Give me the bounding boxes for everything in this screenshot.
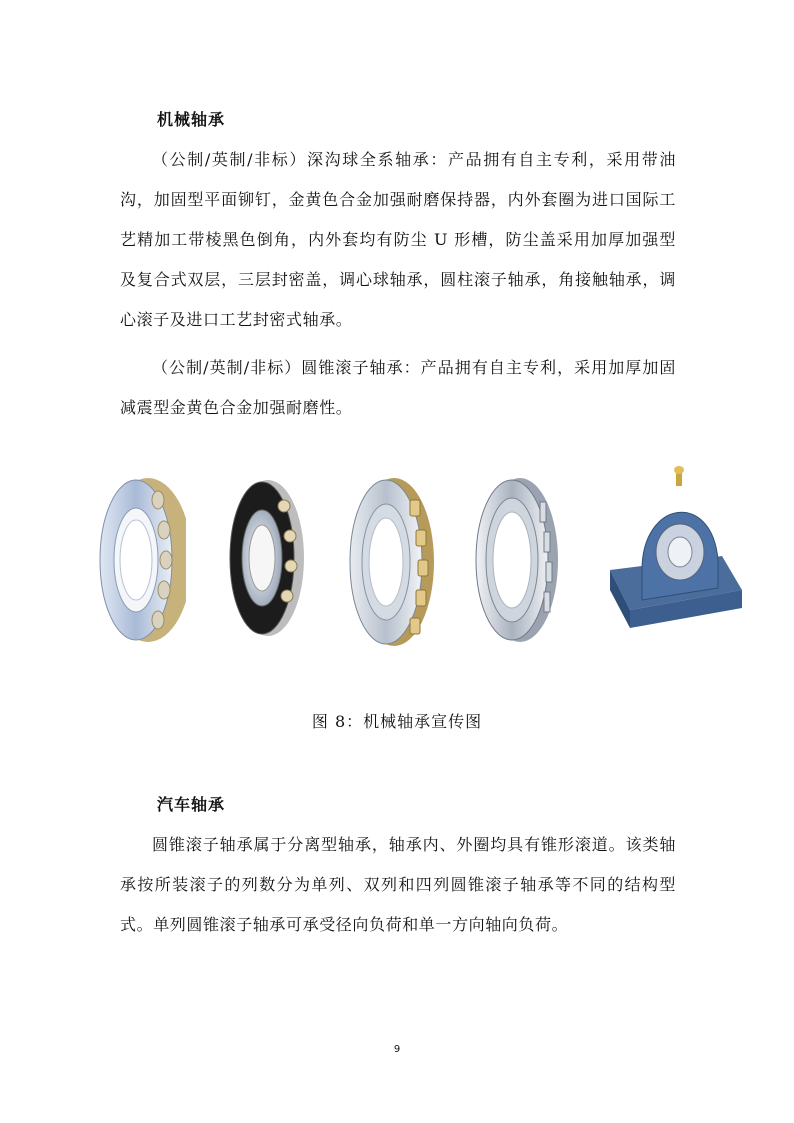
section-heading-automotive-bearings: 汽车轴承 [157,795,226,814]
paragraph-tapered-roller-bearings: （公制/英制/非标）圆锥滚子轴承：产品拥有自主专利，采用加厚加固减震型金黄色合金加强耐磨性。 [120,358,676,417]
pillow-block-bearing-image [602,460,752,692]
bearing-photo-strip [96,460,756,692]
paragraph-deep-groove-ball-bearings: （公制/英制/非标）深沟球全系轴承：产品拥有自主专利，采用带油沟，加固型平面铆钉，金黄色合金加强耐磨保持器，内外套圈为进口国际工艺精加工带棱黑色倒角，内外套均有防尘 U 形槽，防尘盖采用加厚加强型及复合式双层，三层封密盖，调心球轴承，圆柱滚子轴承，角接触轴承，调心滚子及进口工艺封密式轴承。 [120,150,676,329]
figure-caption: 图 8：机械轴承宣传图 [311,712,483,731]
cylindrical-roller-bearing-image [344,460,434,692]
needle-roller-bearing-image [468,460,558,692]
section-heading-mechanical-bearings: 机械轴承 [157,110,226,129]
sealed-deep-groove-ball-bearing-image [224,460,304,692]
spherical-roller-bearing-image [96,460,186,692]
paragraph-tapered-roller-bearing-description: 圆锥滚子轴承属于分离型轴承，轴承内、外圈均具有锥形滚道。该类轴承按所装滚子的列数分为单列、双列和四列圆锥滚子轴承等不同的结构型式。单列圆锥滚子轴承可承受径向负荷和单一方向轴向负荷。 [120,835,676,934]
page-number: 9 [393,1044,401,1055]
